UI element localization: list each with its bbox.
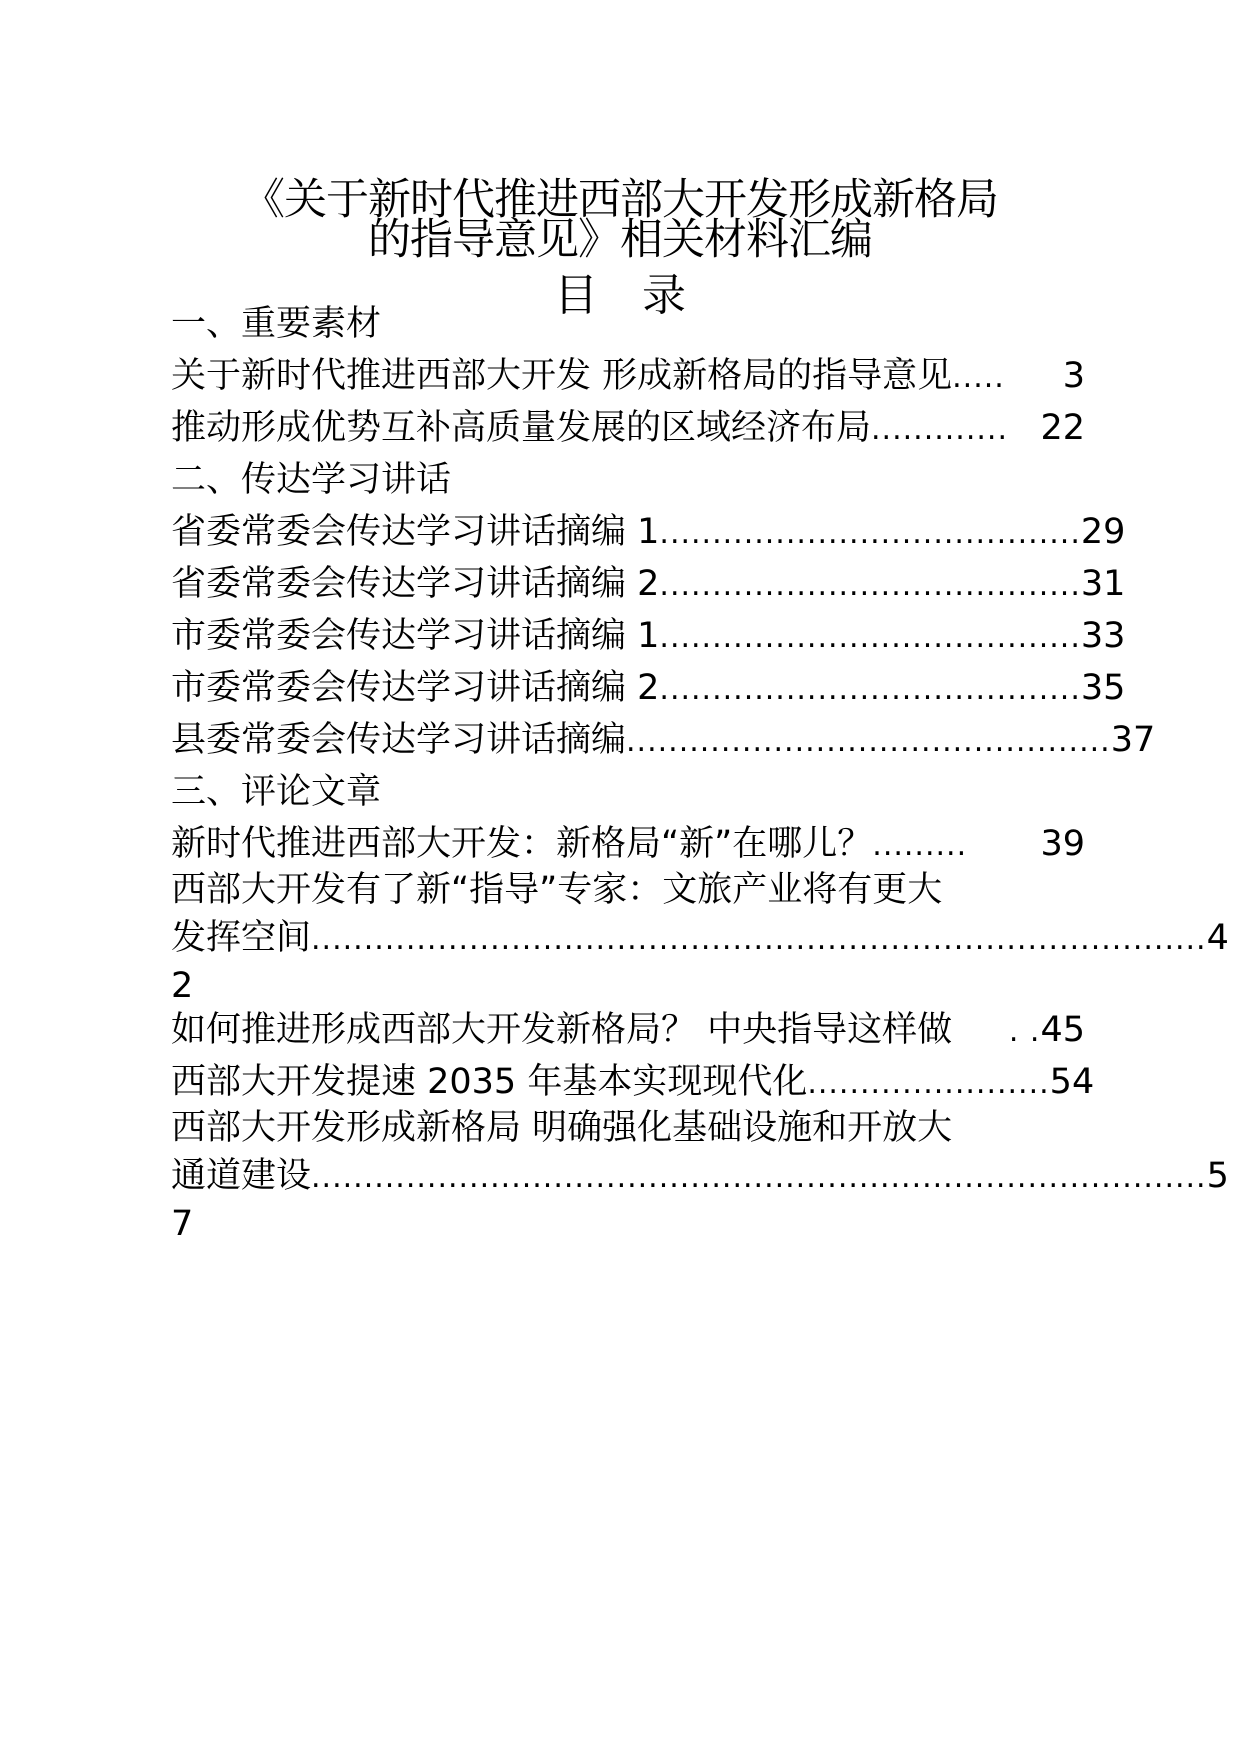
toc-entry-title-line-2: 通道建设 <box>171 1156 312 1196</box>
toc-page-number-part-1: 5 <box>1206 1156 1229 1196</box>
toc-section-3: 三、评论文章 <box>171 772 382 812</box>
toc-leader-dots: .............................................. <box>626 724 1111 759</box>
toc-leader-dots: ........................................ <box>659 516 1081 551</box>
toc-leader-dots: ........................................ <box>659 620 1081 655</box>
toc-entry-5[interactable] <box>171 612 1126 660</box>
toc-section-2: 二、传达学习讲话 <box>171 460 452 500</box>
toc-entry-title: 如何推进形成西部大开发新格局？ 中央指导这样做 <box>171 1010 953 1050</box>
toc-page-number: 31 <box>1080 564 1126 604</box>
toc-entry-10[interactable] <box>171 1006 1085 1054</box>
toc-entry-7[interactable] <box>171 716 1156 764</box>
document-title-line-1: 《关于新时代推进西部大开发形成新格局 <box>242 175 998 225</box>
toc-page-number-part-1: 4 <box>1206 918 1229 958</box>
toc-leader-dots: ........................................ <box>659 568 1081 603</box>
toc-leader-dots: ......... <box>872 828 968 863</box>
toc-entry-title: 关于新时代推进西部大开发 形成新格局的指导意见 <box>171 356 953 396</box>
toc-entry-9[interactable] <box>171 866 1229 1010</box>
toc-entry-title: 推动形成优势互补高质量发展的区域经济布局 <box>171 408 872 448</box>
toc-page-number: 29 <box>1080 512 1126 552</box>
toc-entry-title: 市委常委会传达学习讲话摘编 2 <box>171 668 660 708</box>
toc-leader-dots: ..................................................................................... <box>311 1160 1207 1195</box>
toc-entry-title-line-2: 发挥空间 <box>171 918 312 958</box>
toc-leader-dots: ....................... <box>807 1066 1050 1101</box>
toc-page-number: 45 <box>1040 1010 1085 1050</box>
toc-entry-title: 省委常委会传达学习讲话摘编 1 <box>171 512 660 552</box>
toc-entry-title: 西部大开发提速 2035 年基本实现现代化 <box>171 1062 808 1102</box>
toc-entry-title: 省委常委会传达学习讲话摘编 2 <box>171 564 660 604</box>
toc-leader-dots: ............. <box>871 412 1008 447</box>
toc-page-number: 3 <box>1062 356 1085 396</box>
toc-page-number: 22 <box>1040 408 1085 448</box>
toc-entry-6[interactable] <box>171 664 1126 712</box>
toc-leader-dots: ........................................ <box>659 672 1081 707</box>
toc-leader-dots: ..... <box>952 360 1005 395</box>
document-title-line-2: 的指导意见》相关材料汇编 <box>368 215 872 265</box>
toc-leader-dots: . . <box>1008 1014 1041 1049</box>
toc-entry-title: 新时代推进西部大开发：新格局“新”在哪儿？ <box>171 824 873 864</box>
toc-entry-8[interactable] <box>171 820 1085 868</box>
toc-entry-title: 县委常委会传达学习讲话摘编 <box>171 720 627 760</box>
toc-entry-2[interactable] <box>171 404 1085 452</box>
toc-entry-title-line-1: 西部大开发形成新格局 明确强化基础设施和开放大 <box>171 1108 953 1148</box>
toc-page-number-part-2: 2 <box>171 966 194 1006</box>
toc-page-number: 54 <box>1049 1062 1095 1102</box>
toc-page-number: 33 <box>1080 616 1126 656</box>
toc-heading: 目 录 <box>554 270 686 321</box>
toc-entry-12[interactable] <box>171 1104 1229 1248</box>
toc-entry-3[interactable] <box>171 508 1126 556</box>
toc-page-number: 35 <box>1080 668 1126 708</box>
toc-entry-title: 市委常委会传达学习讲话摘编 1 <box>171 616 660 656</box>
toc-leader-dots: ..................................................................................... <box>311 922 1207 957</box>
toc-entry-title-line-1: 西部大开发有了新“指导”专家：文旅产业将有更大 <box>171 870 943 910</box>
toc-section-1: 一、重要素材 <box>171 304 382 344</box>
toc-entry-4[interactable] <box>171 560 1126 608</box>
toc-page-number: 37 <box>1110 720 1156 760</box>
toc-entry-1[interactable] <box>171 352 1085 400</box>
toc-page-number-part-2: 7 <box>171 1204 194 1244</box>
toc-entry-11[interactable] <box>171 1058 1095 1106</box>
toc-page-number: 39 <box>1040 824 1085 864</box>
